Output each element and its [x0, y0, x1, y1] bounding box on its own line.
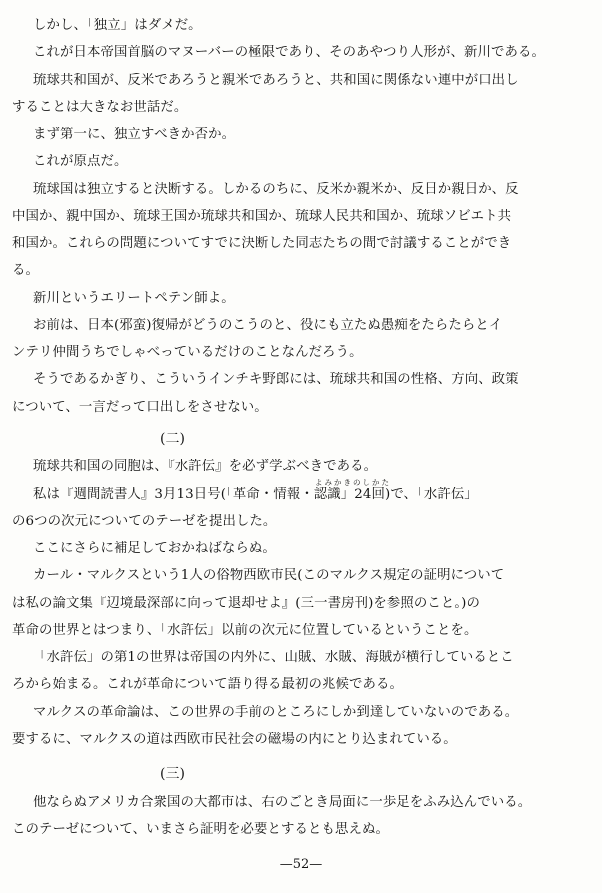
text-line: 中国か、親中国か、琉球王国か琉球共和国か、琉球人民共和国か、琉球ソビエト共: [12, 209, 512, 224]
page-number: —52—: [279, 857, 323, 872]
text-line: お前は、日本(邪蛮)復帰がどうのこうのと、役にも立たぬ愚痴をたらたらとイ: [33, 318, 503, 333]
text-line: は私の論文集『辺境最深部に向って退却せよ』(三一書房刊)を参照のこと。)の: [12, 596, 480, 611]
text-line: そうであるかぎり、こういうインチキ野郎には、琉球共和国の性格、方向、政策: [33, 372, 519, 387]
section-heading-3: (三): [160, 766, 185, 782]
text-line: る。: [12, 263, 39, 278]
text-line: 他ならぬアメリカ合衆国の大都市は、右のごとき局面に一歩足をふみ込んでいる。: [33, 795, 532, 810]
text-line: 和国か。これらの問題についてすでに決断した同志たちの間で討議することができ: [12, 236, 512, 251]
text-line: ここにさらに補足しておかねばならぬ。: [33, 541, 276, 556]
text-line: 革命の世界とはつまり、「水許伝」以前の次元に位置しているということを。: [12, 623, 478, 638]
text-line: ろから始まる。これが革命について語り得る最初の兆候である。: [12, 677, 403, 692]
text-line: これが原点だ。: [33, 154, 128, 169]
text-line: 新川というエリートペテン師よ。: [33, 291, 235, 306]
section-heading-2: (二): [160, 431, 185, 447]
text-line: 私は『週間読書人』3月13日号(「革命・情報・認識」24回)で、「水許伝」: [33, 487, 478, 502]
text-line: ンテリ仲間うちでしゃべっているだけのことなんだろう。: [12, 345, 363, 360]
text-line: 琉球共和国が、反米であろうと親米であろうと、共和国に関係ない連中が口出し: [33, 73, 519, 88]
text-line: 琉球国は独立すると決断する。しかるのちに、反米か親米か、反日か親日か、反: [33, 182, 519, 197]
ruby-annotation: よみかきのしかた: [315, 478, 391, 487]
text-line: 琉球共和国の同胞は、『水許伝』を必ず学ぶべきである。: [33, 459, 378, 474]
text-line: の6つの次元についてのテーゼを提出した。: [12, 514, 277, 529]
text-line: カール・マルクスという1人の俗物西欧市民(このマルクス規定の証明について: [33, 568, 505, 583]
text-line: 要するに、マルクスの道は西欧市民社会の磁場の内にとり込まれている。: [12, 732, 457, 747]
text-line: まず第一に、独立すべきか否か。: [33, 127, 236, 142]
text-line: このテーゼについて、いまさら証明を必要とするとも思えぬ。: [12, 822, 389, 837]
text-line: これが日本帝国首脳のマヌーバーの極限であり、そのあやつり人形が、新川である。: [33, 45, 545, 60]
text-line: することは大きなお世話だ。: [12, 100, 188, 115]
text-line: マルクスの革命論は、この世界の手前のところにしか到達していないのである。: [33, 705, 519, 720]
text-line: しかし、「独立」はダメだ。: [33, 18, 202, 33]
text-line: 「水許伝」の第1の世界は帝国の内外に、山賊、水賊、海賊が横行しているとこ: [33, 650, 514, 665]
text-line: について、一言だって口出しをさせない。: [12, 400, 268, 415]
